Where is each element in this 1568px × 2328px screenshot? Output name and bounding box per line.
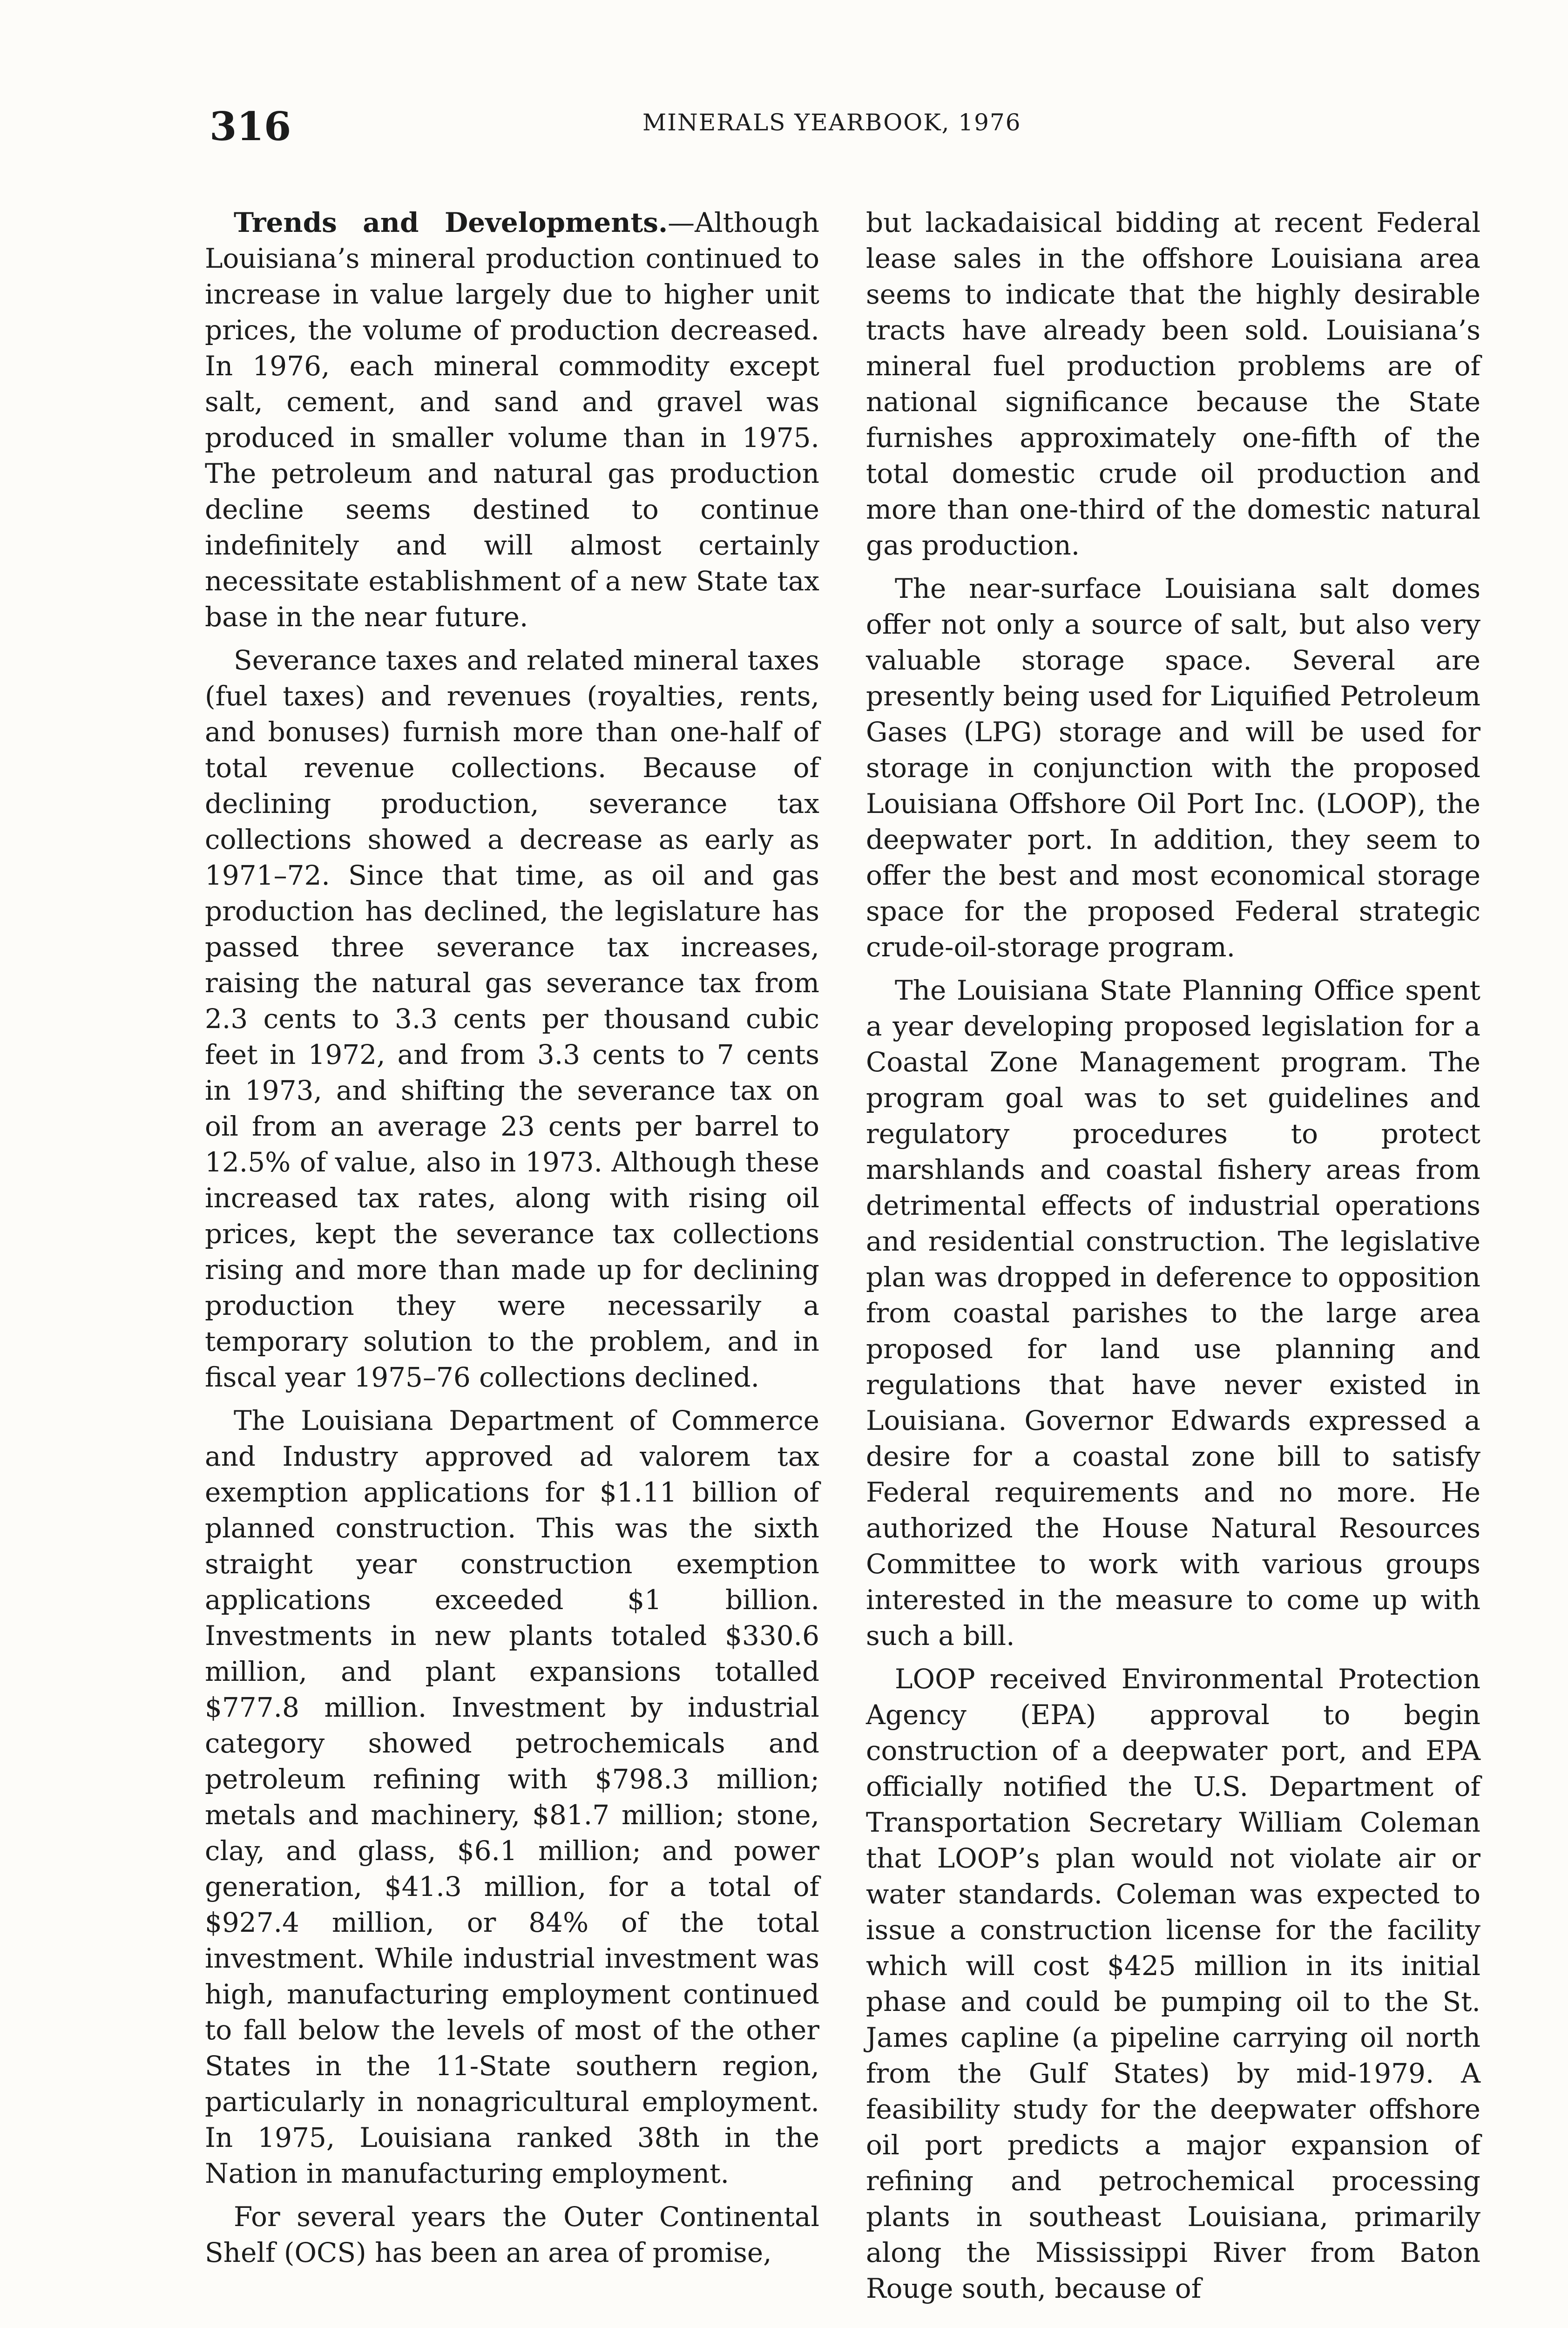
section-heading: Trends and Developments.: [234, 207, 668, 238]
paragraph-lease-sales: but lackadaisical bidding at recent Federal lease sales in the offshore Louisiana area seems to indicate that the highly desirable tracts have already been sold. Louisiana’s mineral fuel production problems are of national significance because the State furnishes approximately one-fifth of the total domestic crude oil production and more than one-third of the domestic natural gas production.: [866, 207, 1480, 561]
paragraph-trends-text: —Although Louisiana’s mineral production continued to increase in value largely due to higher unit prices, the volume of production decreased. In 1976, each mineral commodity except salt, cement, and sand and gravel was produced in smaller volume than in 1975. The petroleum and natural gas production decline seems destined to continue indefinitely and will almost certainly necessitate establishment of a new State tax base in the near future.: [205, 207, 819, 633]
paragraph-severance-taxes: Severance taxes and related mineral taxes (fuel taxes) and revenues (royalties, rents, and bonuses) furnish more than one-half of total revenue collections. Because of declining production, severance tax collections showed a decrease as early as 1971–72. Since that time, as oil and gas production has declined, the legislature has passed three severance tax increases, raising the natural gas severance tax from 2.3 cents to 3.3 cents per thousand cubic feet in 1972, and from 3.3 cents to 7 cents in 1973, and shifting the severance tax on oil from an average 23 cents per barrel to 12.5% of value, also in 1973. Although these increased tax rates, along with rising oil prices, kept the severance tax collections rising and more than made up for declining production they were necessarily a temporary solution to the problem, and in fiscal year 1975–76 collections declined.: [205, 644, 819, 1393]
paragraph-commerce-industry: The Louisiana Department of Commerce and Industry approved ad valorem tax exemption applications for $1.11 billion of planned construction. This was the sixth straight year construction exemption applications exceeded $1 billion. Investments in new plants totaled $330.6 million, and plant expansions totalled $777.8 million. Investment by industrial category showed petrochemicals and petroleum refining with $798.3 million; metals and machinery, $81.7 million; stone, clay, and glass, $6.1 million; and power generation, $41.3 million, for a total of $927.4 million, or 84% of the total investment. While industrial investment was high, manufacturing employment continued to fall below the levels of most of the other States in the 11-State southern region, particularly in nonagricultural employment. In 1975, Louisiana ranked 38th in the Nation in manufacturing employment.: [205, 1405, 819, 2189]
page-number: 316: [210, 103, 291, 149]
paragraph-trends: [205, 205, 819, 635]
left-column: [205, 205, 819, 2278]
paragraph-coastal-zone: The Louisiana State Planning Office spent a year developing proposed legislation for a Coastal Zone Management program. The program goal was to set guidelines and regulatory procedures to protect marshlands and coastal fishery areas from detrimental effects of industrial operations and residential construction. The legislative plan was dropped in deference to opposition from coastal parishes to the large area proposed for land use planning and regulations that have never existed in Louisiana. Governor Edwards expressed a desire for a coastal zone bill to satisfy Federal requirements and no more. He authorized the House Natural Resources Committee to work with various groups interested in the measure to come up with such a bill.: [866, 975, 1480, 1651]
right-column: [866, 205, 1480, 2314]
paragraph-salt-domes: The near-surface Louisiana salt domes offer not only a source of salt, but also very valuable storage space. Several are presently being used for Liquified Petroleum Gases (LPG) storage and will be used for storage in conjunction with the proposed Louisiana Offshore Oil Port Inc. (LOOP), the deepwater port. In addition, they seem to offer the best and most economical storage space for the proposed Federal strategic crude-oil-storage program.: [866, 573, 1480, 963]
paragraph-ocs: For several years the Outer Continental Shelf (OCS) has been an area of promise,: [205, 2201, 819, 2268]
running-title: MINERALS YEARBOOK, 1976: [642, 109, 1021, 136]
paragraph-loop: LOOP received Environmental Protection Agency (EPA) approval to begin construction of a deepwater port, and EPA officially notified the U.S. Department of Transportation Secretary William Coleman that LOOP’s plan would not violate air or water standards. Coleman was expected to issue a construction license for the facility which will cost $425 million in its initial phase and could be pumping oil to the St. James capline (a pipeline carrying oil north from the Gulf States) by mid-1979. A feasibility study for the deepwater offshore oil port predicts a major expansion of refining and petrochemical processing plants in southeast Louisiana, primarily along the Mississippi River from Baton Rouge south, because of: [866, 1663, 1480, 2304]
